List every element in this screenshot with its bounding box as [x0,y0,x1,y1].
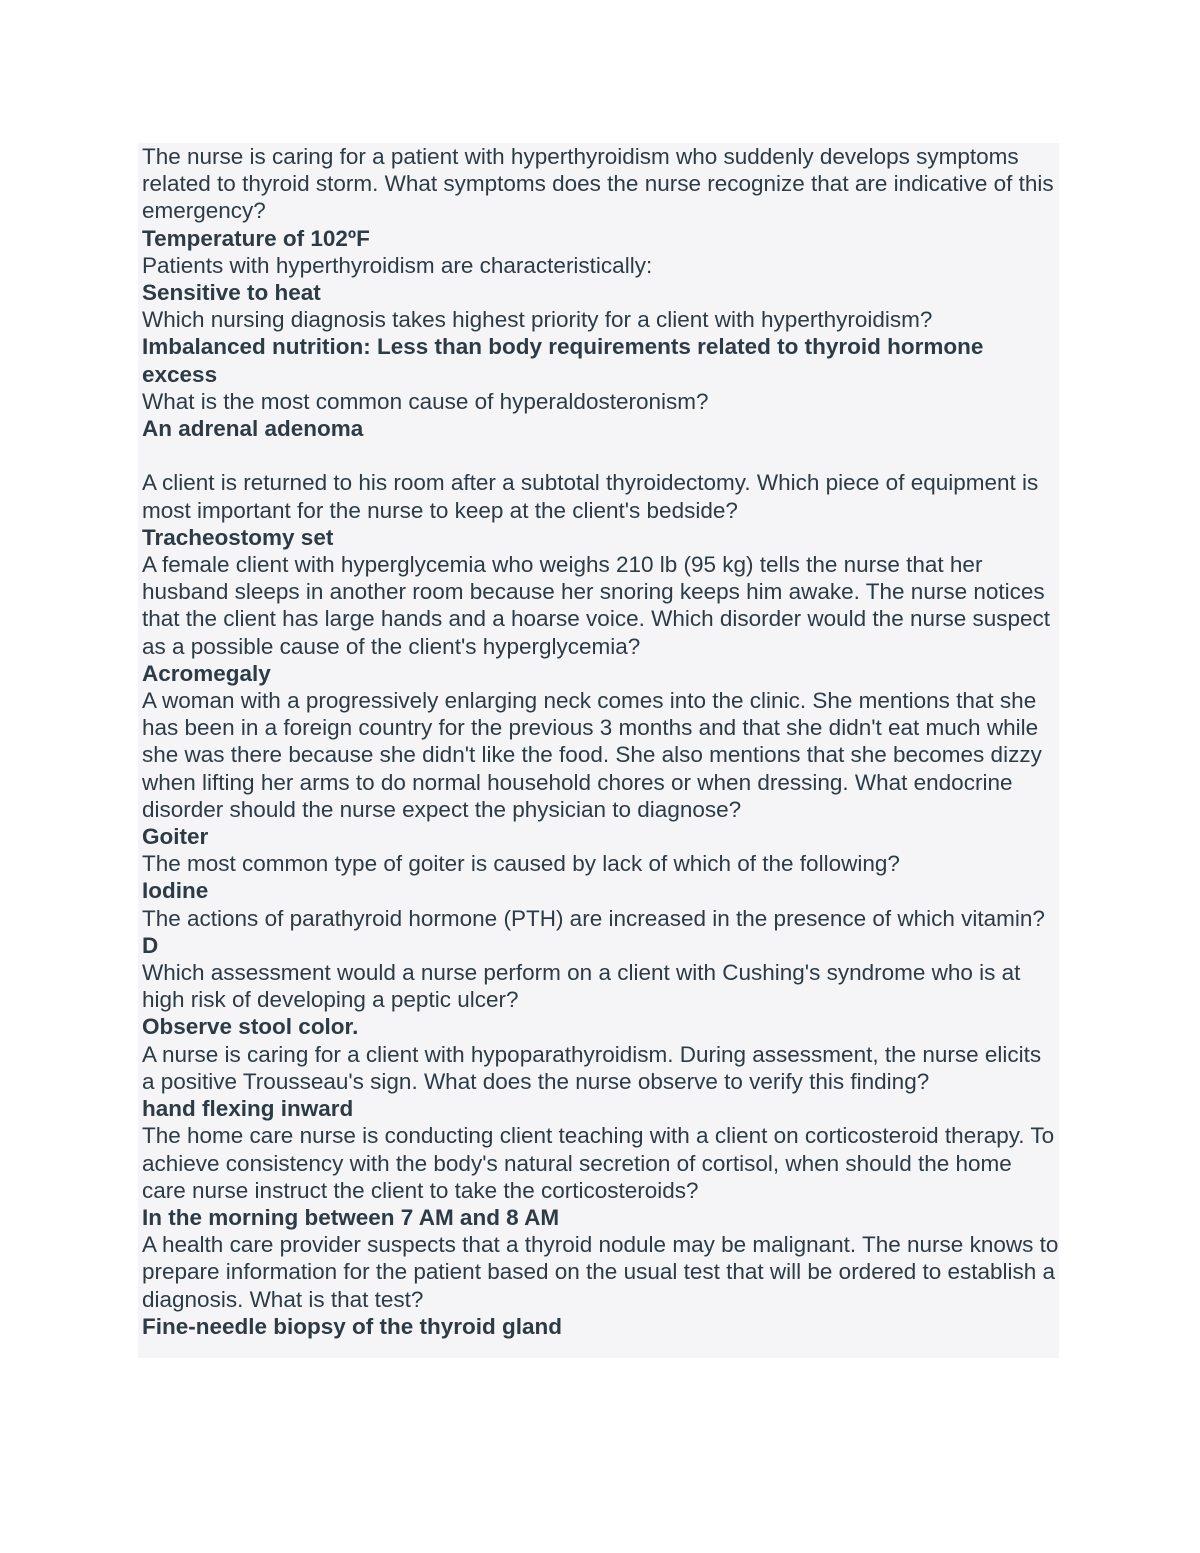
question-text: A health care provider suspects that a thyroid nodule may be malignant. The nurse knows to prepare information for the patient based on the usual test that will be ordered to establish a diagnosis. What is that test? [142,1232,1059,1312]
answer-text: Imbalanced nutrition: Less than body requirements related to thyroid hormone excess [142,334,984,387]
question-text: The nurse is caring for a patient with hyperthyroidism who suddenly develops symptoms related to thyroid storm. What symptoms does the nurse recognize that are indicative of this emergency? [142,144,1054,224]
answer-text: Temperature of 102ºF [142,225,370,251]
answer-text: Fine-needle biopsy of the thyroid gland [142,1313,563,1339]
question-text: The actions of parathyroid hormone (PTH) are increased in the presence of which vitamin? [142,905,1045,931]
question-text: What is the most common cause of hyperaldosteronism? [142,388,709,414]
answer-text: Sensitive to heat [142,280,321,306]
question-text: Patients with hyperthyroidism are characteristically: [142,252,653,278]
question-text: The home care nurse is conducting client teaching with a client on corticosteroid therapy. To achieve consistency with the body's natural secretion of cortisol, when should the home care nurse instruct the client to take the corticosteroids? [142,1123,1055,1203]
answer-text: Goiter [142,824,209,850]
question-text: A nurse is caring for a client with hypoparathyroidism. During assessment, the nurse elicits a positive Trousseau's sign. What does the nurse observe to verify this finding? [142,1041,1042,1094]
question-text: The most common type of goiter is caused by lack of which of the following? [142,851,900,877]
question-text: A female client with hyperglycemia who weighs 210 lb (95 kg) tells the nurse that her husband sleeps in another room because her snoring keeps him awake. The nurse notices that the client has large hands and a hoarse voice. Which disorder would the nurse suspect as a possible cause of the client's hyperglycemia? [142,552,1051,659]
answer-text: Iodine [142,878,209,904]
answer-text: Observe stool color. [142,1014,359,1040]
question-text: Which assessment would a nurse perform on a client with Cushing's syndrome who is at high risk of developing a peptic ulcer? [142,960,1021,1013]
answer-text: D [142,932,159,958]
blank-line [142,442,1059,469]
answer-text: In the morning between 7 AM and 8 AM [142,1204,560,1230]
answer-text: Tracheostomy set [142,524,334,550]
question-text: Which nursing diagnosis takes highest priority for a client with hyperthyroidism? [142,307,933,333]
qa-block [138,143,1059,1358]
question-text: A client is returned to his room after a subtotal thyroidectomy. Which piece of equipment is most important for the nurse to keep at the client's bedside? [142,470,1039,523]
answer-text: Acromegaly [142,660,271,686]
answer-text: An adrenal adenoma [142,416,364,442]
answer-text: hand flexing inward [142,1096,354,1122]
question-text: A woman with a progressively enlarging neck comes into the clinic. She mentions that she has been in a foreign country for the previous 3 months and that she didn't eat much while she was there because she didn't like the food. She also mentions that she becomes dizzy when lifting her arms to do normal household chores or when dressing. What endocrine disorder should the nurse expect the physician to diagnose? [142,688,1042,822]
